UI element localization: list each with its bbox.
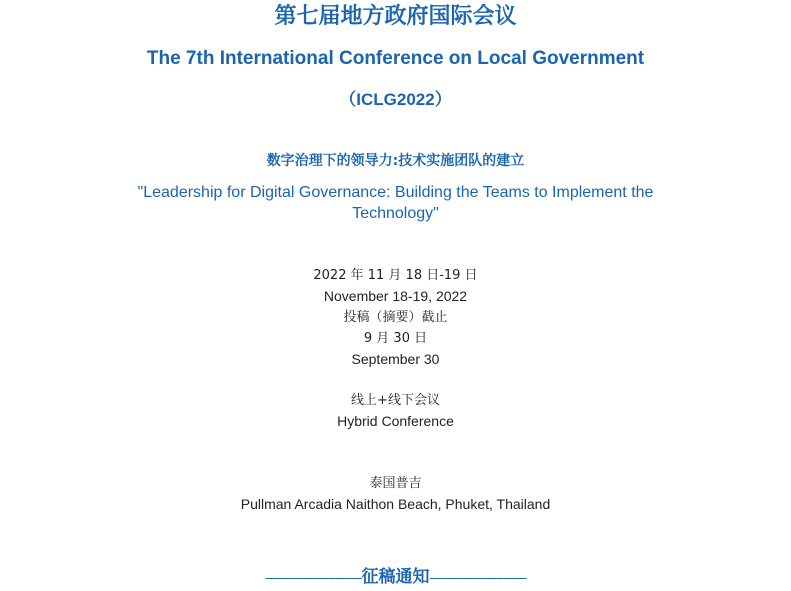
theme-title-en-line2: Technology" xyxy=(352,205,439,222)
right-dash-rule: ----------------------------- xyxy=(429,570,527,585)
theme-title-en-line1: "Leadership for Digital Governance: Building the Teams to Implement the xyxy=(137,184,654,201)
conference-date-en: November 18-19, 2022 xyxy=(323,288,468,304)
conference-title-en: The 7th International Conference on Local Government xyxy=(146,48,645,69)
call-for-papers-label: 征稿通知 xyxy=(361,567,430,587)
deadline-date-en: September 30 xyxy=(351,351,440,367)
theme-title-en xyxy=(0,182,791,224)
theme-title-cn: 数字治理下的领导力:技术实施团队的建立 xyxy=(266,153,525,169)
left-dash-rule: ----------------------------- xyxy=(264,570,362,585)
deadline-date-cn: 9 月 30 日 xyxy=(363,331,428,346)
conference-date-cn: 2022 年 11 月 18 日-19 日 xyxy=(313,268,478,283)
conference-abbreviation: （ICLG2022） xyxy=(339,90,452,109)
venue-en: Pullman Arcadia Naithon Beach, Phuket, Thailand xyxy=(240,496,551,512)
call-for-papers-heading xyxy=(0,564,791,591)
format-cn: 线上+线下会议 xyxy=(351,393,440,408)
venue-cn: 泰国普吉 xyxy=(369,476,422,491)
conference-title-cn: 第七届地方政府国际会议 xyxy=(274,3,517,29)
format-en: Hybrid Conference xyxy=(337,413,454,429)
deadline-label-cn: 投稿（摘要）截止 xyxy=(343,310,448,325)
